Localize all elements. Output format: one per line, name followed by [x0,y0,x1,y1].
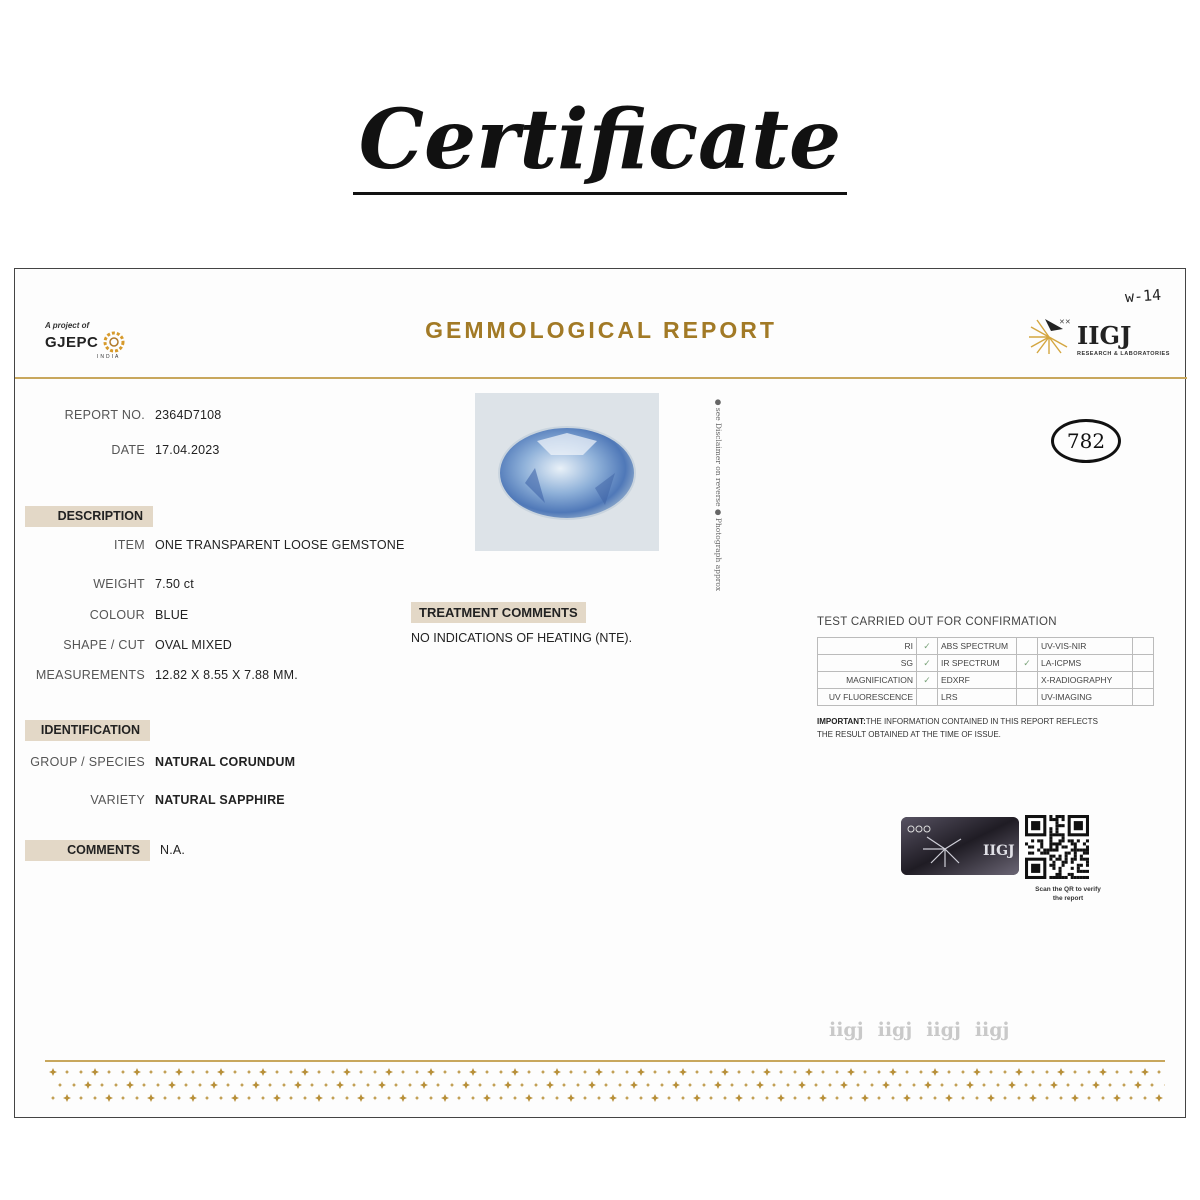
qr-caption: Scan the QR to verify the report [1035,886,1101,902]
report-no-label: REPORT NO. [64,408,145,422]
tests-table [817,637,1154,706]
test-name: EDXRF [938,672,1017,689]
gjepc-country: INDIA [97,354,121,360]
measurements-label: MEASUREMENTS [35,668,145,682]
comments-section-header: COMMENTS [25,840,150,861]
important-text: THE INFORMATION CONTAINED IN THIS REPORT REFLECTS THE RESULT OBTAINED AT THE TIME OF ISSUE. [817,717,1098,739]
test-name: IR SPECTRUM [938,655,1017,672]
important-note [817,715,1107,741]
variety-value: NATURAL SAPPHIRE [155,793,285,807]
check-mark-icon [1133,672,1154,689]
test-name: SG [818,655,917,672]
iigj-subtitle: RESEARCH & LABORATORIES [1077,351,1170,357]
identification-section-header: IDENTIFICATION [25,720,150,741]
report-title: GEMMOLOGICAL REPORT [425,317,777,343]
check-mark-icon [1133,638,1154,655]
tests-title: TEST CARRIED OUT FOR CONFIRMATION [817,616,1057,628]
report-no-value: 2364D7108 [155,408,222,422]
test-row [818,672,1154,689]
check-mark-icon [1017,638,1038,655]
important-label: IMPORTANT: [817,717,866,726]
test-row [818,655,1154,672]
check-mark-icon: ✓ [917,638,938,655]
measurements-value: 12.82 X 8.55 X 7.88 MM. [155,668,298,682]
check-mark-icon: ✓ [917,672,938,689]
weight-label: WEIGHT [93,577,145,591]
watermark-row [829,1019,1023,1041]
colour-value: BLUE [155,608,189,622]
description-section-header: DESCRIPTION [25,506,153,527]
check-mark-icon [1017,689,1038,706]
iigj-sunburst-icon [1025,315,1073,355]
shape-label: SHAPE / CUT [63,638,145,652]
test-name: MAGNIFICATION [818,672,917,689]
date-value: 17.04.2023 [155,443,220,457]
test-row [818,689,1154,706]
test-name: LRS [938,689,1017,706]
certificate-heading [0,88,1200,195]
gjepc-project-label: A project of [45,321,90,330]
iigj-logo [1025,315,1170,357]
iigj-watermark: iigj [829,1019,864,1041]
item-label: ITEM [113,538,145,552]
test-name: UV-VIS-NIR [1038,638,1133,655]
check-mark-icon: ✓ [1017,655,1038,672]
group-species-label: GROUP / SPECIES [30,755,145,769]
group-species-value: NATURAL CORUNDUM [155,755,296,769]
test-name: UV-IMAGING [1038,689,1133,706]
photo-disclaimer: ● see Disclaimer on reverse ● Photograph approx [714,399,723,592]
shape-value: OVAL MIXED [155,638,233,652]
check-mark-icon [1017,672,1038,689]
iigj-watermark: iigj [877,1019,913,1041]
hologram-text: IIGJ [983,843,1015,859]
iigj-watermark: iigj [926,1019,961,1041]
iigj-name: IIGJ [1077,320,1132,350]
weight-value: 7.50 ct [155,577,194,591]
check-mark-icon [1133,655,1154,672]
header-divider [15,377,1187,379]
handwritten-note: w-14 [1124,285,1162,307]
comments-value: N.A. [160,843,186,857]
check-mark-icon: ✓ [917,655,938,672]
gemstone-photo [475,393,659,551]
date-label: DATE [111,443,145,457]
gjepc-name: GJEPC [45,333,99,351]
check-mark-icon [1133,689,1154,706]
certificate-title: Certificate [353,88,847,195]
treatment-comments-header: TREATMENT COMMENTS [411,602,586,623]
security-hologram [901,817,1019,875]
test-name: LA-ICPMS [1038,655,1133,672]
colour-label: COLOUR [89,608,145,622]
circled-number: 782 [1051,419,1121,463]
svg-text:✕✕: ✕✕ [1059,318,1071,326]
gemmological-report-card [14,268,1186,1118]
test-name: ABS SPECTRUM [938,638,1017,655]
test-name: X-RADIOGRAPHY [1038,672,1133,689]
item-value: ONE TRANSPARENT LOOSE GEMSTONE [155,538,405,552]
check-mark-icon [917,689,938,706]
test-name: UV FLUORESCENCE [818,689,917,706]
iigj-watermark: iigj [974,1019,1010,1041]
variety-label: VARIETY [90,793,145,807]
footer-dot-pattern [45,1066,1165,1106]
qr-code-icon[interactable] [1025,815,1089,879]
treatment-comments-text: NO INDICATIONS OF HEATING (NTE). [411,631,633,645]
footer-divider [45,1060,1165,1062]
test-name: RI [818,638,917,655]
test-row [818,638,1154,655]
